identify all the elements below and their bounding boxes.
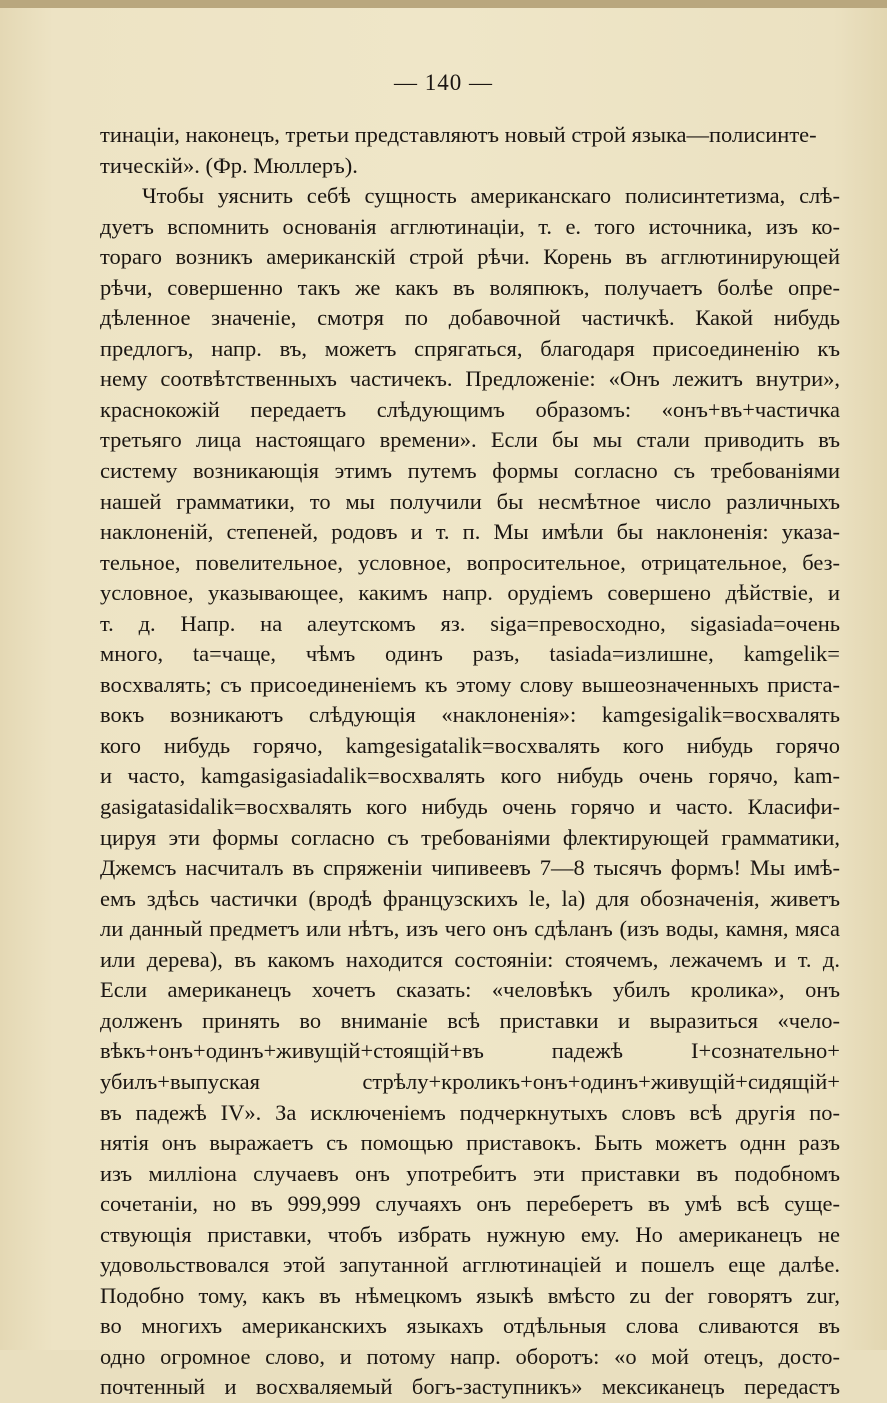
text-line: дѣленное значеніе, смотря по добавочной частичкѣ. Какой нибудь [100, 305, 840, 331]
text-line: почтенный и восхваляемый богъ-заступникъ» мексиканецъ передастъ [100, 1374, 840, 1400]
text-line: вѣкъ+онъ+одинъ+живущій+стоящій+въ падежѣ I+сознательно+ [100, 1038, 840, 1064]
text-line: цируя эти формы согласно съ требованіями флектирующей грамматики, [100, 824, 840, 850]
text-line: тораго возникъ американскій строй рѣчи. Корень въ агглютинирующей [100, 244, 840, 270]
text-line: убилъ+выпуская стрѣлу+кроликъ+онъ+одинъ+живущій+сидящій+ [100, 1068, 840, 1094]
body-text [100, 120, 840, 1403]
text-line: тическій». (Фр. Мюллеръ). [100, 152, 358, 178]
text-line: вокъ возникаютъ слѣдующія «наклоненія»: kamgesigalik=восхвалять [100, 702, 840, 728]
text-line: восхвалять; съ присоединеніемъ къ этому слову вышеозначенныхъ приста- [100, 671, 840, 697]
text-line: систему возникающія этимъ путемъ формы согласно съ требованіями [100, 458, 840, 484]
text-line: ли данный предметъ или нѣтъ, изъ чего онъ сдѣланъ (изъ воды, камня, мяса [100, 916, 840, 942]
text-line: дуетъ вспомнить основанія агглютинаціи, т. е. того источника, изъ ко- [100, 213, 840, 239]
text-line: Если американецъ хочетъ сказать: «человѣкъ убилъ кролика», онъ [100, 977, 840, 1003]
text-line: т. д. Напр. на алеутскомъ яз. siga=превосходно, sigasiada=очень [100, 610, 840, 636]
text-line: удовольствовался этой запутанной агглютинаціей и пошелъ еще далѣе. [100, 1252, 840, 1278]
text-line: нятія онъ выражаетъ съ помощью приставокъ. Быть можетъ однн разъ [100, 1130, 840, 1156]
text-line: одно огромное слово, и потому напр. оборотъ: «о мой отецъ, досто- [100, 1343, 840, 1369]
text-line: третьяго лица настоящаго времени». Если бы мы стали приводить въ [100, 427, 840, 453]
text-line: во многихъ американскихъ языкахъ отдѣльныя слова сливаются въ [100, 1313, 840, 1339]
text-line: нему соотвѣтственныхъ частичекъ. Предложеніе: «Онъ лежитъ внутри», [100, 366, 840, 392]
text-line: много, ta=чаще, чѣмъ одинъ разъ, tasiada=излишне, kamgelik= [100, 641, 840, 667]
text-line: кого нибудь горячо, kamgesigatalik=восхвалять кого нибудь горячо [100, 732, 840, 758]
text-line: условное, указывающее, какимъ напр. орудіемъ совершено дѣйствіе, и [100, 580, 840, 606]
text-line: предлогъ, напр. въ, можетъ спрягаться, благодаря присоединенію къ [100, 335, 840, 361]
text-line: рѣчи, совершенно такъ же какъ въ воляпюкъ, получаетъ болѣе опре- [100, 274, 840, 300]
text-line: тинаціи, наконецъ, третьи представляютъ новый строй языка—полисинте- [100, 122, 817, 147]
text-line: долженъ принять во вниманіе всѣ приставки и выразиться «чело- [100, 1007, 840, 1033]
page-top-edge [0, 0, 887, 8]
text-line: тельное, повелительное, условное, вопросительное, отрицательное, без- [100, 549, 840, 575]
text-line: нашей грамматики, то мы получили бы несмѣтное число различныхъ [100, 488, 840, 514]
text-line: сочетаніи, но въ 999,999 случаяхъ онъ переберетъ въ умѣ всѣ суще- [100, 1191, 840, 1217]
text-line: емъ здѣсь частички (вродѣ французскихъ le, la) для обозначенія, живетъ [100, 885, 840, 911]
text-line: наклоненій, степеней, родовъ и т. п. Мы имѣли бы наклоненія: указа- [100, 519, 840, 545]
text-line: Джемсъ насчиталъ въ спряженіи чипивеевъ 7—8 тысячъ формъ! Мы имѣ- [100, 855, 840, 881]
text-line: Чтобы уяснить себѣ сущность американскаго полисинтетизма, слѣ- [142, 183, 840, 209]
text-line: gasigatasidalik=восхвалять кого нибудь очень горячо и часто. Класифи- [100, 794, 840, 820]
text-line: Подобно тому, какъ въ нѣмецкомъ языкѣ вмѣсто zu der говорятъ zur, [100, 1282, 840, 1308]
text-line: краснокожій передаетъ слѣдующимъ образомъ: «онъ+въ+частичка [100, 396, 840, 422]
page-number: — 140 — [394, 70, 493, 95]
text-line: изъ милліона случаевъ онъ употребитъ эти приставки въ подобномъ [100, 1160, 840, 1186]
text-line: и часто, kamgasigasiadalik=восхвалять кого нибудь очень горячо, kam- [100, 763, 840, 789]
text-line: въ падежѣ IV». За исключеніемъ подчеркнутыхъ словъ всѣ другія по- [100, 1099, 840, 1125]
text-line: или дерева), въ какомъ находится состояніи: стоячемъ, лежачемъ и т. д. [100, 946, 840, 972]
text-line: ствующія приставки, чтобъ избрать нужную ему. Но американецъ не [100, 1221, 840, 1247]
